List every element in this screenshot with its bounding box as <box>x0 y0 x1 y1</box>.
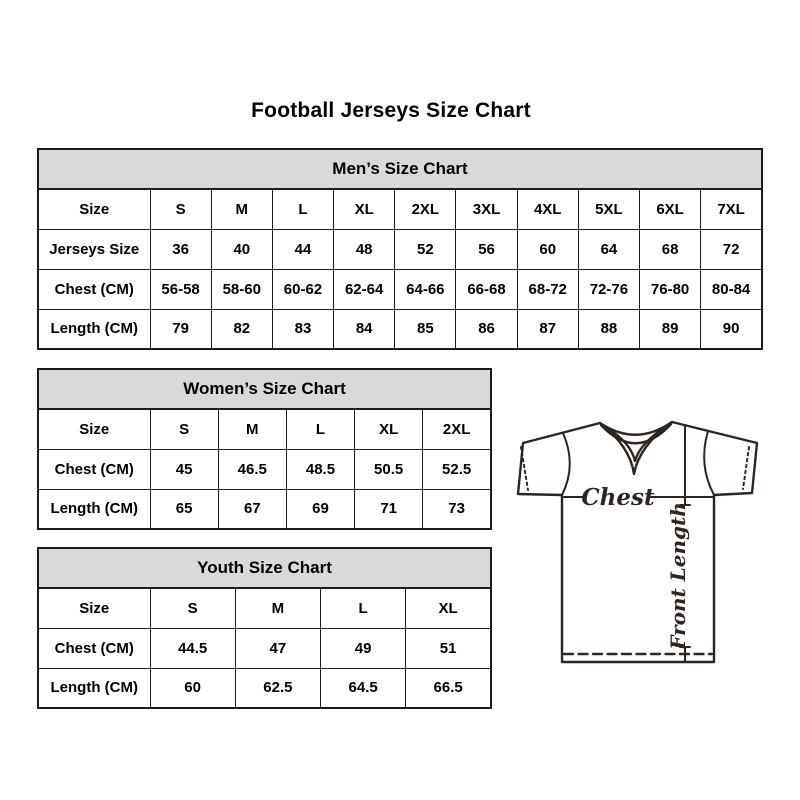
value-cell: 76-80 <box>640 269 701 309</box>
value-cell: 73 <box>423 489 491 529</box>
value-cell: 52 <box>395 229 456 269</box>
row-label: Length (CM) <box>38 309 150 349</box>
womens-size-table <box>37 368 492 530</box>
value-cell: 67 <box>218 489 286 529</box>
value-cell: 88 <box>578 309 639 349</box>
value-cell: 65 <box>150 489 218 529</box>
row-label: Jerseys Size <box>38 229 150 269</box>
value-cell: 50.5 <box>355 449 423 489</box>
value-cell: 83 <box>272 309 333 349</box>
table-row <box>38 449 491 489</box>
size-cell: S <box>150 189 211 229</box>
size-cell: 6XL <box>640 189 701 229</box>
size-cell: 2XL <box>423 409 491 449</box>
value-cell: 62.5 <box>235 668 320 708</box>
size-cell: S <box>150 409 218 449</box>
size-cell: XL <box>334 189 395 229</box>
value-cell: 40 <box>211 229 272 269</box>
size-cell: 7XL <box>701 189 762 229</box>
value-cell: 56-58 <box>150 269 211 309</box>
size-cell: XL <box>406 588 491 628</box>
youth-size-table <box>37 547 492 709</box>
value-cell: 72-76 <box>578 269 639 309</box>
table-row <box>38 229 762 269</box>
size-cell: 4XL <box>517 189 578 229</box>
value-cell: 86 <box>456 309 517 349</box>
row-label: Chest (CM) <box>38 269 150 309</box>
size-cell: M <box>235 588 320 628</box>
row-label: Size <box>38 409 150 449</box>
table-title-row <box>38 369 491 409</box>
table-row <box>38 269 762 309</box>
size-cell: S <box>150 588 235 628</box>
value-cell: 46.5 <box>218 449 286 489</box>
table-row <box>38 588 491 628</box>
table-row <box>38 668 491 708</box>
value-cell: 68 <box>640 229 701 269</box>
value-cell: 79 <box>150 309 211 349</box>
table-title: Men’s Size Chart <box>38 149 762 189</box>
row-label: Length (CM) <box>38 668 150 708</box>
value-cell: 51 <box>406 628 491 668</box>
table-title: Youth Size Chart <box>38 548 491 588</box>
chest-label: Chest <box>581 484 655 511</box>
table-row <box>38 628 491 668</box>
value-cell: 90 <box>701 309 762 349</box>
value-cell: 47 <box>235 628 320 668</box>
row-label: Length (CM) <box>38 489 150 529</box>
value-cell: 60 <box>517 229 578 269</box>
row-label: Size <box>38 588 150 628</box>
value-cell: 89 <box>640 309 701 349</box>
value-cell: 60-62 <box>272 269 333 309</box>
front-length-label: Front Length <box>666 502 690 650</box>
value-cell: 45 <box>150 449 218 489</box>
page-title: Football Jerseys Size Chart <box>251 99 531 122</box>
value-cell: 49 <box>321 628 406 668</box>
value-cell: 52.5 <box>423 449 491 489</box>
jersey-outline <box>518 422 757 662</box>
value-cell: 60 <box>150 668 235 708</box>
table-row <box>38 489 491 529</box>
table-title-row <box>38 548 491 588</box>
value-cell: 44.5 <box>150 628 235 668</box>
size-cell: L <box>272 189 333 229</box>
value-cell: 66-68 <box>456 269 517 309</box>
size-cell: M <box>211 189 272 229</box>
value-cell: 68-72 <box>517 269 578 309</box>
value-cell: 62-64 <box>334 269 395 309</box>
value-cell: 48 <box>334 229 395 269</box>
table-row <box>38 409 491 449</box>
size-cell: 2XL <box>395 189 456 229</box>
row-label: Chest (CM) <box>38 449 150 489</box>
value-cell: 64-66 <box>395 269 456 309</box>
size-cell: L <box>286 409 354 449</box>
value-cell: 64.5 <box>321 668 406 708</box>
table-title-row <box>38 149 762 189</box>
value-cell: 84 <box>334 309 395 349</box>
value-cell: 58-60 <box>211 269 272 309</box>
value-cell: 64 <box>578 229 639 269</box>
row-label: Chest (CM) <box>38 628 150 668</box>
value-cell: 82 <box>211 309 272 349</box>
size-cell: XL <box>355 409 423 449</box>
size-cell: M <box>218 409 286 449</box>
value-cell: 87 <box>517 309 578 349</box>
value-cell: 71 <box>355 489 423 529</box>
table-title: Women’s Size Chart <box>38 369 491 409</box>
value-cell: 80-84 <box>701 269 762 309</box>
value-cell: 56 <box>456 229 517 269</box>
table-row <box>38 309 762 349</box>
size-cell: 5XL <box>578 189 639 229</box>
mens-size-table <box>37 148 763 350</box>
table-row <box>38 189 762 229</box>
value-cell: 48.5 <box>286 449 354 489</box>
value-cell: 69 <box>286 489 354 529</box>
value-cell: 36 <box>150 229 211 269</box>
jersey-diagram <box>500 410 775 680</box>
row-label: Size <box>38 189 150 229</box>
size-cell: 3XL <box>456 189 517 229</box>
value-cell: 72 <box>701 229 762 269</box>
size-cell: L <box>321 588 406 628</box>
value-cell: 85 <box>395 309 456 349</box>
value-cell: 44 <box>272 229 333 269</box>
value-cell: 66.5 <box>406 668 491 708</box>
